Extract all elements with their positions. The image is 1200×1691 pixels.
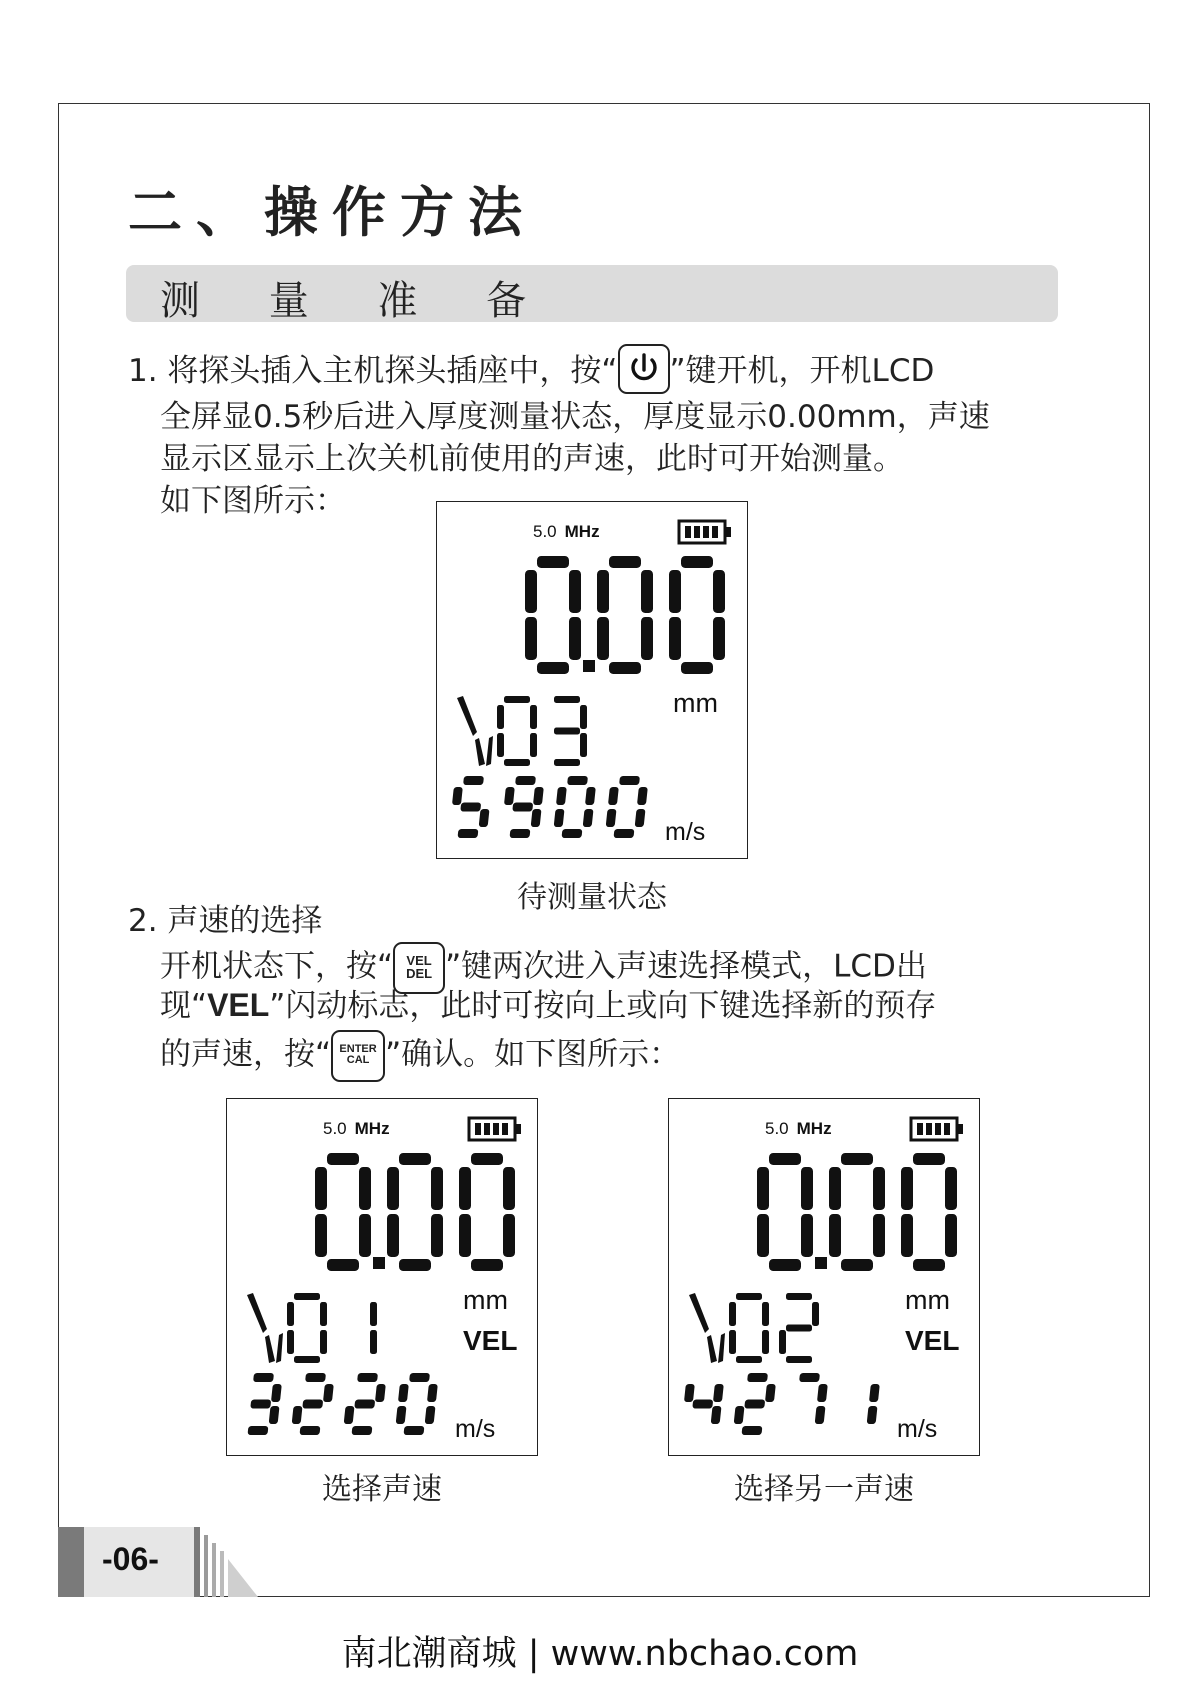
lcd-digit xyxy=(459,1153,515,1271)
step2-line1-end: ”键两次进入声速选择模式，LCD出 xyxy=(445,948,927,985)
battery-full-icon xyxy=(909,1115,965,1143)
step1-line3: 显示区显示上次关机前使用的声速，此时可开始测量。 xyxy=(160,441,904,477)
lcd-digit xyxy=(669,556,725,674)
lcd-digit xyxy=(552,776,597,838)
decimal-point xyxy=(815,1257,827,1269)
lcd-screen-select-speed xyxy=(226,1098,538,1456)
lcd-digit xyxy=(729,1293,769,1363)
vel-flag: VEL xyxy=(463,1325,518,1356)
speed-digits xyxy=(241,1371,459,1437)
step1-line2: 全屏显0.5秒后进入厚度测量状态，厚度显示0.00mm，声速 xyxy=(160,399,990,435)
vel-flag: VEL xyxy=(905,1325,960,1356)
vel-del-key-icon: VEL DEL xyxy=(393,942,445,994)
lcd-digit xyxy=(247,1373,283,1435)
velocity-code-display xyxy=(245,1289,395,1373)
velocity-code-digits xyxy=(245,1289,395,1369)
thickness-display xyxy=(311,1151,537,1277)
lcd-digit xyxy=(554,696,587,766)
unit-ms: m/s xyxy=(665,818,706,846)
step2-title: 2. 声速的选择 xyxy=(128,903,323,939)
caption-select-another-speed: 选择另一声速 xyxy=(734,1472,914,1507)
caption-measure: 待测量状态 xyxy=(517,880,667,915)
unit-ms: m/s xyxy=(897,1415,938,1443)
lcd-digit xyxy=(315,1153,371,1271)
lcd-digit xyxy=(451,776,493,838)
step2-line3-start: 的声速，按“ xyxy=(160,1036,332,1073)
lcd-digit xyxy=(757,1153,813,1271)
enter-cal-key-icon: ENTER CAL xyxy=(331,1030,385,1082)
lcd-digit xyxy=(525,556,581,674)
thickness-display xyxy=(753,1151,979,1277)
step1-line1-end: ”键开机，开机LCD xyxy=(669,353,935,389)
lcd-screen-measure xyxy=(436,501,748,859)
thickness-digits xyxy=(753,1151,979,1273)
unit-mm: mm xyxy=(673,688,718,718)
battery-full-icon xyxy=(677,518,733,546)
section-title: 测 量 准 备 xyxy=(160,278,555,324)
lcd-digit xyxy=(732,1373,777,1435)
step1-line4: 如下图所示： xyxy=(160,483,346,519)
velocity-code-digits xyxy=(687,1289,837,1369)
page-number-tab xyxy=(58,1527,258,1597)
step1-line1 xyxy=(128,350,934,394)
step2-line2-start: 现“ xyxy=(160,988,208,1024)
lcd-digit xyxy=(497,696,537,766)
lcd-digit xyxy=(829,1153,885,1271)
speed-digits xyxy=(683,1371,901,1437)
lcd-digit xyxy=(500,776,545,838)
lcd-digit xyxy=(370,1302,377,1354)
thickness-digits xyxy=(521,554,747,676)
velocity-code-digits xyxy=(455,692,605,772)
step2-line3 xyxy=(160,1030,680,1082)
speed-digits xyxy=(451,774,669,840)
lcd-digit xyxy=(342,1373,387,1435)
unit-mm: mm xyxy=(905,1285,950,1315)
lcd-digit xyxy=(287,1293,327,1363)
step2-line2-end: ”闪动标志，此时可按向上或向下键选择新的预存 xyxy=(269,988,937,1024)
power-key-icon xyxy=(618,344,670,394)
thickness-display xyxy=(521,554,747,680)
velocity-code-display xyxy=(687,1289,837,1373)
lcd-digit xyxy=(394,1373,439,1435)
lcd-digit xyxy=(867,1384,880,1424)
step2-line3-end: ”确认。如下图所示： xyxy=(385,1036,681,1073)
velocity-code-display xyxy=(455,692,605,776)
battery-full-icon xyxy=(467,1115,523,1143)
lcd-digit xyxy=(290,1373,335,1435)
caption-select-speed: 选择声速 xyxy=(322,1472,442,1507)
frequency-readout: 5.0 MHz xyxy=(765,1119,832,1138)
unit-ms: m/s xyxy=(455,1415,496,1443)
step2-line1-start: 开机状态下，按“ xyxy=(160,948,394,985)
lcd-digit xyxy=(779,1293,819,1363)
decimal-point xyxy=(583,660,595,672)
footer-watermark: 南北潮商城 | www.nbchao.com xyxy=(341,1634,859,1674)
frequency-readout: 5.0 MHz xyxy=(533,522,600,541)
lcd-digit xyxy=(683,1384,724,1424)
vel-flag-word: VEL xyxy=(207,987,270,1023)
section-header xyxy=(126,265,1058,322)
sound-speed-display xyxy=(683,1371,901,1441)
decimal-point xyxy=(373,1257,385,1269)
lcd-digit xyxy=(901,1153,957,1271)
unit-mm: mm xyxy=(463,1285,508,1315)
lcd-digit xyxy=(597,556,653,674)
lcd-digit xyxy=(795,1373,829,1424)
page-number: -06- xyxy=(102,1541,159,1577)
lcd-digit xyxy=(387,1153,443,1271)
lcd-digit xyxy=(604,776,649,838)
thickness-digits xyxy=(311,1151,537,1273)
step2-line2 xyxy=(160,984,936,1027)
step1-line1-start: 1. 将探头插入主机探头插座中，按“ xyxy=(128,353,618,389)
lcd-screen-select-another-speed xyxy=(668,1098,980,1456)
sound-speed-display xyxy=(451,774,669,844)
sound-speed-display xyxy=(241,1371,459,1441)
page-title: 二、操作方法 xyxy=(128,181,536,244)
frequency-readout: 5.0 MHz xyxy=(323,1119,390,1138)
